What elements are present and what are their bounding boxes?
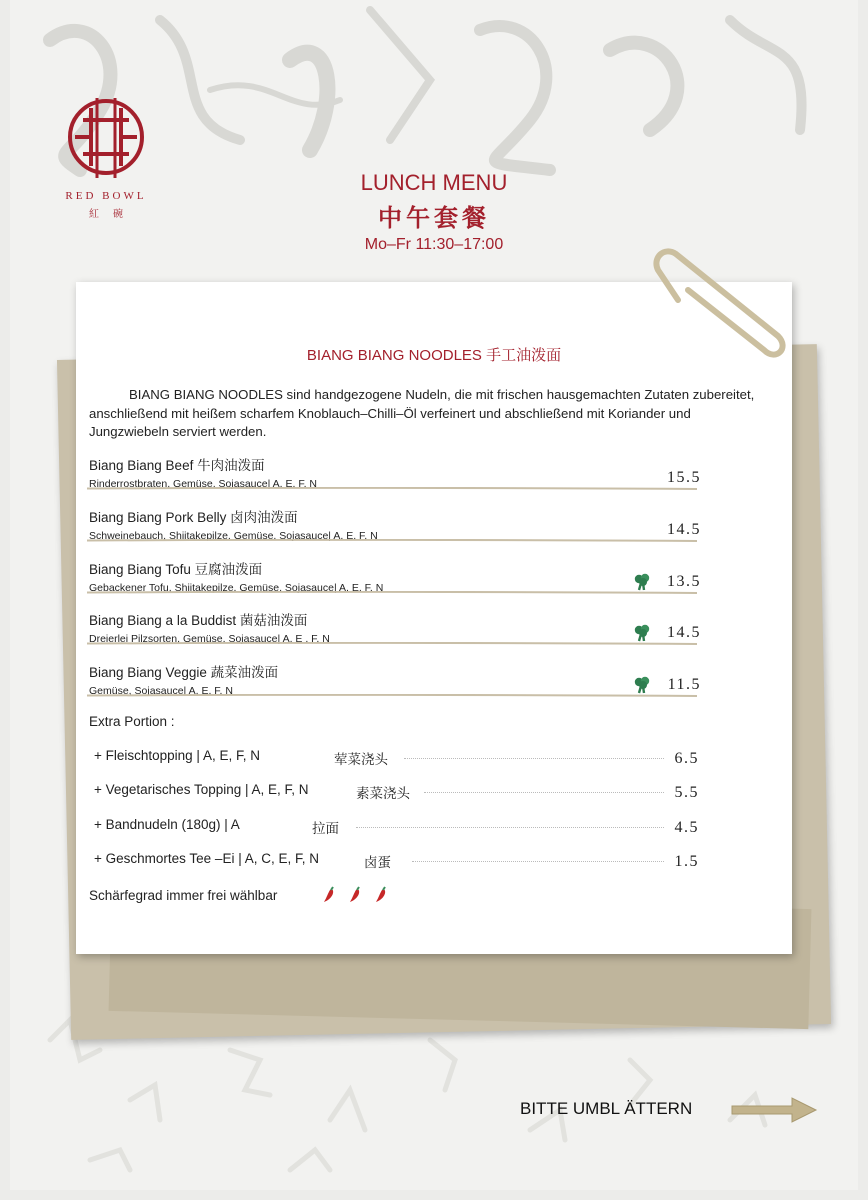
- item-description: Schweinebauch, Shiitakepilze, Gemüse, Sojasauce| A, E, F, N: [89, 530, 378, 542]
- item-price: 14.5: [667, 624, 701, 641]
- item-name: Biang Biang Tofu 豆腐油泼面: [89, 562, 263, 577]
- extra-label: + Fleischtopping | A, E, F, N: [94, 748, 260, 763]
- extra-item: [94, 851, 699, 871]
- section-intro: BIANG BIANG NOODLES sind handgezogene Nudeln, die mit frischen hausgemachten Zutaten zubereitet, anschließend mit heißem scharfem Knoblauch–Chilli–Öl verfeinert und abschließend mit Koriander und Jungzwiebeln serviert werden.: [89, 387, 755, 439]
- extra-price: 4.5: [674, 819, 699, 836]
- item-divider: [87, 487, 697, 490]
- extra-label: + Bandnudeln (180g) | A: [94, 817, 240, 832]
- item-divider: [87, 539, 697, 542]
- page-title: LUNCH MENU: [360, 170, 508, 195]
- page-title-cn: 中午套餐: [378, 204, 490, 232]
- broccoli-icon: [633, 573, 651, 591]
- section-title: BIANG BIANG NOODLES 手工油泼面: [306, 347, 562, 364]
- item-divider: [87, 642, 697, 645]
- menu-page: [10, 0, 858, 1190]
- brand-name-cn: 紅碗: [89, 209, 137, 220]
- chili-icon: [320, 886, 338, 904]
- extra-label: + Geschmortes Tee –Ei | A, C, E, F, N: [94, 851, 319, 866]
- item-description: Rinderrostbraten, Gemüse, Sojasauce| A, E, F, N: [89, 478, 318, 490]
- extra-label-cn: 素菜浇头: [356, 786, 410, 801]
- next-page-label[interactable]: BITTE UMBL ÄTTERN: [520, 1099, 693, 1118]
- item-price: 13.5: [667, 573, 701, 590]
- menu-item: [89, 558, 701, 594]
- extra-item: [94, 748, 699, 768]
- item-price: 15.5: [667, 469, 701, 486]
- item-divider: [87, 694, 697, 697]
- item-description: Dreierlei Pilzsorten, Gemüse, Sojasauce| A, E , F, N: [89, 633, 330, 645]
- broccoli-icon: [633, 676, 651, 694]
- menu-item: [89, 609, 701, 645]
- dotted-leader: [412, 861, 664, 862]
- extra-label-cn: 拉面: [312, 821, 339, 836]
- broccoli-icon: [633, 624, 651, 642]
- menu-item: [89, 454, 701, 490]
- dotted-leader: [356, 827, 664, 828]
- paper-clip-icon: [648, 240, 798, 360]
- chili-icon: [372, 886, 390, 904]
- dotted-leader: [404, 758, 664, 759]
- item-price: 11.5: [667, 676, 701, 693]
- item-name: Biang Biang Pork Belly 卤肉油泼面: [89, 510, 298, 525]
- item-name: Biang Biang a la Buddist 菌菇油泼面: [89, 613, 308, 628]
- chili-icon: [346, 886, 364, 904]
- spice-note: Schärfegrad immer frei wählbar: [89, 888, 278, 903]
- extra-price: 1.5: [674, 853, 699, 870]
- arrow-right-icon[interactable]: [730, 1095, 820, 1125]
- menu-item: [89, 661, 701, 697]
- brand-name: RED BOWL: [65, 190, 147, 202]
- extra-label-cn: 卤蛋: [364, 855, 391, 870]
- item-name: Biang Biang Veggie 蔬菜油泼面: [89, 665, 279, 680]
- extra-heading: Extra Portion :: [89, 714, 175, 729]
- item-divider: [87, 591, 697, 594]
- item-name: Biang Biang Beef 牛肉油泼面: [89, 458, 265, 473]
- extra-item: [94, 782, 699, 802]
- menu-item: [89, 506, 701, 542]
- item-description: Gemüse, Sojasauce| A, E, F, N: [89, 685, 233, 697]
- item-description: Gebackener Tofu, Shiitakepilze, Gemüse, Sojasauce| A, E, F, N: [89, 582, 384, 594]
- menu-card: [76, 282, 792, 954]
- extra-price: 6.5: [674, 750, 699, 767]
- opening-hours: Mo–Fr 11:30–17:00: [364, 236, 504, 253]
- extra-item: [94, 817, 699, 837]
- item-price: 14.5: [667, 521, 701, 538]
- extra-label: + Vegetarisches Topping | A, E, F, N: [94, 782, 309, 797]
- extra-label-cn: 荤菜浇头: [334, 752, 388, 767]
- extra-price: 5.5: [674, 784, 699, 801]
- dotted-leader: [424, 792, 664, 793]
